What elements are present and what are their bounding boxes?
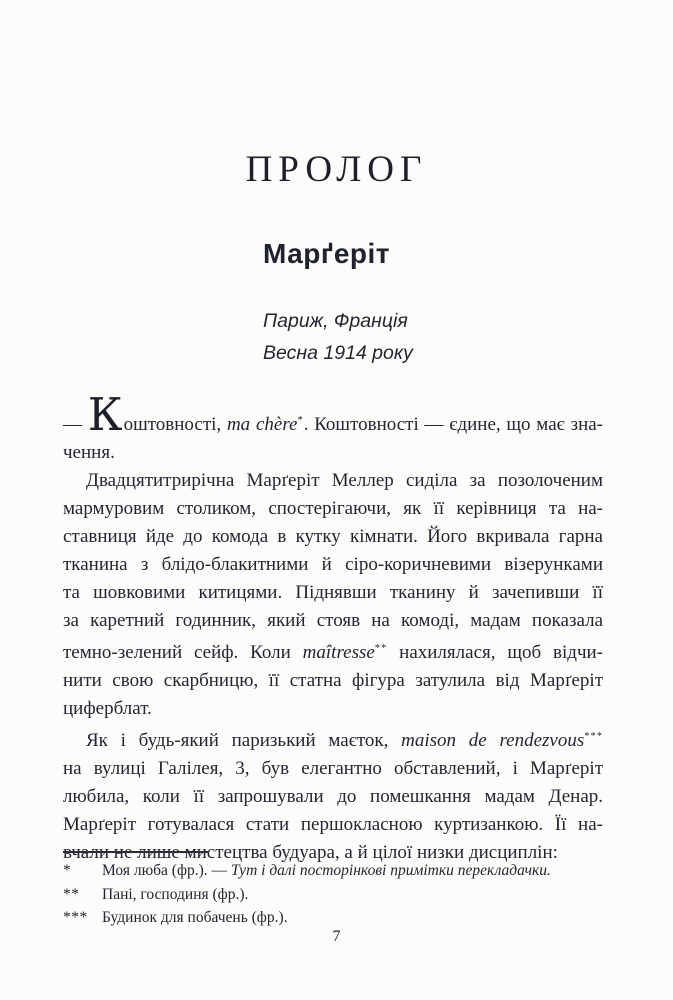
footnote-text: Будинок для побачень (фр.).: [102, 909, 288, 926]
dateline: [263, 305, 413, 369]
footnote-ref: **: [374, 643, 388, 654]
body-line: Двадцятитрирічна Марґеріт Меллер сиділа за позолоченим: [86, 470, 603, 491]
footnote-ref: *: [297, 415, 304, 426]
footnote-marker: ***: [63, 909, 88, 926]
footnote-ref: ***: [584, 731, 604, 742]
body-line: за каретний годинник, який стояв на комоді, мадам показала: [63, 610, 603, 631]
footnote-marker: **: [63, 885, 80, 903]
body-line: на вулиці Галілея, 3, був елегантно обставлений, і Марґеріт: [63, 758, 603, 779]
body-text: [63, 388, 604, 867]
drop-cap: К: [87, 388, 123, 441]
body-line: ставниця йде до комода в кутку кімнати. Його вкривала гарна: [63, 526, 603, 547]
body-line: та шовковими китицями. Піднявши тканину й зачепивши її: [63, 582, 603, 603]
body-line: темно-зелений сейф. Коли maîtresse** нахилялася, щоб відчи-: [63, 642, 603, 663]
body-line: тканина з блідо-блакитними й сіро-коричневими візерунками: [63, 554, 603, 575]
body-line: любила, коли її запрошували до помешкання мадам Денар.: [63, 786, 603, 807]
body-line: Марґеріт готувалася стати першокласною куртизанкою. Її на-: [63, 814, 603, 835]
character-name: Марґеріт: [263, 238, 391, 269]
footnote: [63, 859, 603, 883]
chapter-title: ПРОЛОГ: [245, 149, 428, 190]
footnote: [63, 906, 603, 930]
body-line: мармуровим столиком, спостерігаючи, як її керівниця та на-: [63, 498, 603, 519]
dateline-place: Париж, Франція: [263, 310, 408, 332]
footnote-separator: [63, 851, 209, 853]
footnotes: [63, 851, 603, 930]
footnote-text: Моя люба (фр.). — Тут і далі посторінкові примітки перекладачки.: [102, 862, 551, 879]
body-line: — Коштовності, ma chère*. Коштовності — єдине, що має зна-: [63, 388, 603, 441]
footnote-list: [63, 859, 603, 930]
footnote-text: Пані, господиня (фр.).: [102, 885, 249, 903]
body-line: чення.: [63, 442, 115, 463]
section-head: [263, 238, 413, 369]
body-line: нити свою скарбницю, її статна фігура затулила від Марґеріт: [63, 670, 603, 691]
page-number: 7: [332, 928, 341, 945]
dateline-date: Весна 1914 року: [263, 342, 413, 364]
footnote-marker: *: [63, 862, 72, 879]
footnote: [63, 883, 603, 907]
body-line: циферблат.: [63, 698, 152, 719]
body-line: вчали не лише мистецтва будуара, а й цілої низки дисциплін:: [63, 842, 558, 863]
body-line: Як і будь-який паризький маєток, maison de rendezvous***: [86, 730, 604, 751]
